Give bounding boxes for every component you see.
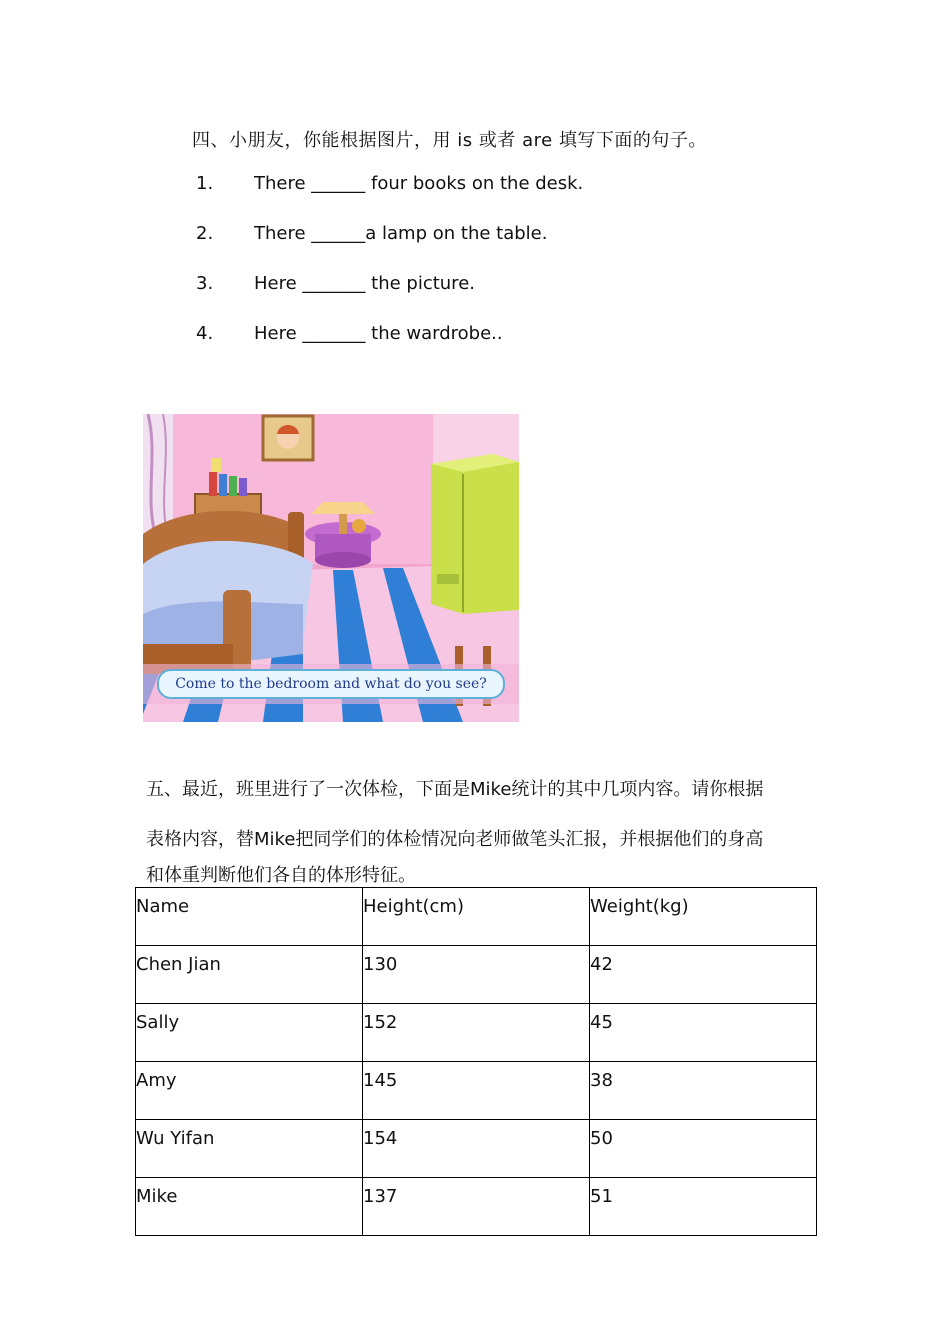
title-part: 填写下面的句子。	[558, 130, 707, 151]
text-part: 统计的其中几项内容。请你根据	[511, 779, 764, 800]
cell-height: 154	[363, 1120, 590, 1178]
bedroom-illustration	[143, 414, 519, 722]
cell-name: Amy	[136, 1062, 363, 1120]
section5-instruction-line1	[146, 775, 816, 801]
item-sentence: There ______a lamp on the table.	[254, 223, 548, 244]
item-sentence: Here _______ the picture.	[254, 273, 475, 294]
item-sentence: Here _______ the wardrobe..	[254, 323, 503, 344]
table-row	[136, 1062, 817, 1120]
exercise-item	[196, 223, 547, 244]
text-part: 表格内容，替	[146, 829, 254, 850]
cell-weight: 50	[590, 1120, 817, 1178]
section5-instruction-line3: 和体重判断他们各自的体形特征。	[146, 865, 416, 886]
table-row	[136, 1178, 817, 1236]
section4-title	[192, 126, 707, 152]
health-check-table	[135, 887, 817, 1236]
cell-height: 130	[363, 946, 590, 1004]
item-sentence: There ______ four books on the desk.	[254, 173, 584, 194]
cell-name: Sally	[136, 1004, 363, 1062]
table-row	[136, 946, 817, 1004]
exercise-item	[196, 323, 503, 344]
cell-weight: 45	[590, 1004, 817, 1062]
cell-height: 137	[363, 1178, 590, 1236]
section5-instruction-line2	[146, 825, 816, 851]
cell-name: Wu Yifan	[136, 1120, 363, 1178]
exercise-item	[196, 173, 583, 194]
item-number: 1.	[196, 173, 214, 194]
text-part: 把同学们的体检情况向老师做笔头汇报，并根据他们的身高	[295, 829, 764, 850]
exercise-item	[196, 273, 475, 294]
text-part: 五、最近，班里进行了一次体检，下面是	[146, 779, 470, 800]
illustration-caption: Come to the bedroom and what do you see?	[157, 669, 505, 699]
name-mike: Mike	[254, 829, 296, 850]
item-number: 2.	[196, 223, 214, 244]
title-part: 或者	[478, 130, 516, 151]
title-part: 四、小朋友，你能根据图片，用	[192, 130, 451, 151]
header-name: Name	[136, 888, 363, 946]
item-number: 4.	[196, 323, 214, 344]
name-mike: Mike	[470, 779, 512, 800]
table-row	[136, 1004, 817, 1062]
cell-name: Chen Jian	[136, 946, 363, 1004]
title-is: is	[457, 130, 473, 151]
cell-weight: 38	[590, 1062, 817, 1120]
table-header-row	[136, 888, 817, 946]
cell-weight: 51	[590, 1178, 817, 1236]
cell-height: 152	[363, 1004, 590, 1062]
header-weight: Weight(kg)	[590, 888, 817, 946]
cell-name: Mike	[136, 1178, 363, 1236]
header-height: Height(cm)	[363, 888, 590, 946]
item-number: 3.	[196, 273, 214, 294]
cell-weight: 42	[590, 946, 817, 1004]
title-are: are	[522, 130, 553, 151]
cell-height: 145	[363, 1062, 590, 1120]
table-row	[136, 1120, 817, 1178]
